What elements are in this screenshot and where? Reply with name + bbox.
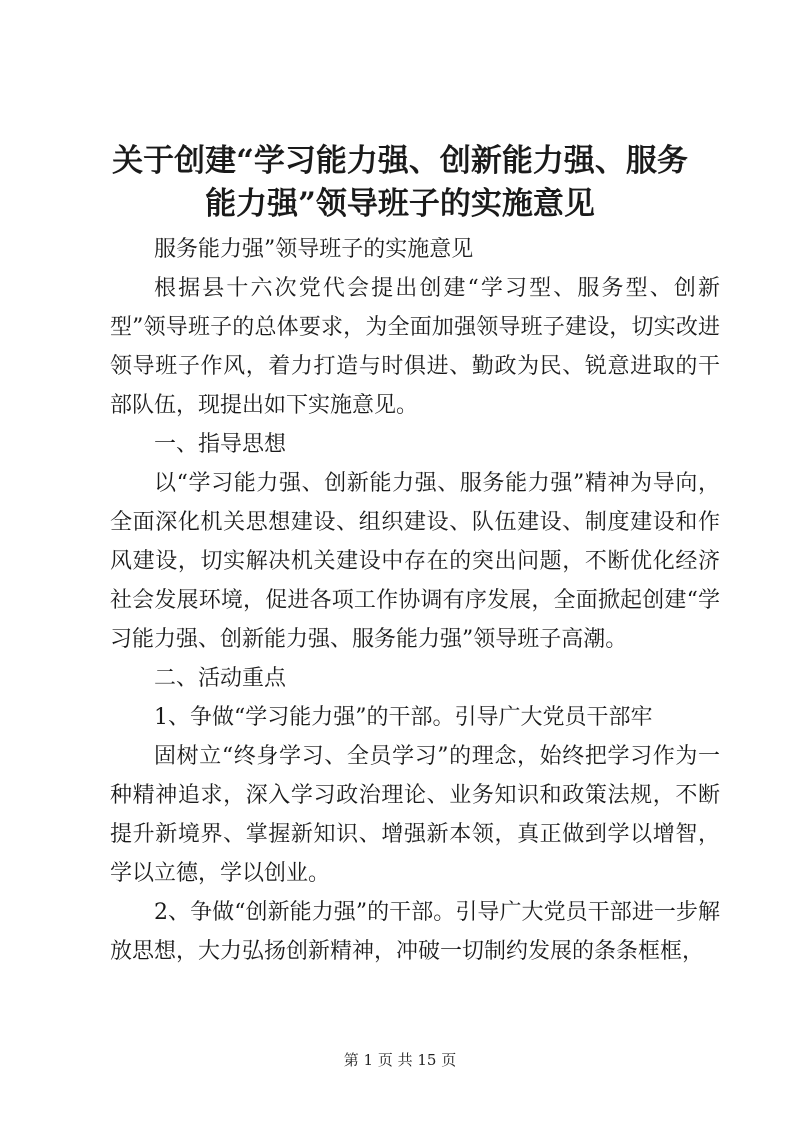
document-body (110, 230, 720, 971)
paragraph-background: 根据县十六次党代会提出创建“学习型、服务型、创新型”领导班子的总体要求，为全面加强领导班子建设，切实改进领导班子作风，着力打造与时俱进、勤政为民、锐意进取的干部队伍，现提出如下实施意见。 (110, 276, 720, 418)
heading-activity-focus: 二、活动重点 (154, 666, 287, 691)
page-number-footer: 第 1 页 共 15 页 (343, 1051, 457, 1069)
paragraph-item-1: 1、争做“学习能力强”的干部。引导广大党员干部牢 (154, 705, 653, 730)
document-title: 关于创建“学习能力强、创新能力强、服务能力强”领导班子的实施意见 (112, 143, 688, 222)
paragraph-item-2: 2、争做“创新能力强”的干部。引导广大党员干部进一步解放思想，大力弘扬创新精神，冲破一切制约发展的条条框框， (110, 900, 720, 964)
paragraph-guiding-thought: 以“学习能力强、创新能力强、服务能力强”精神为导向，全面深化机关思想建设、组织建设、队伍建设、制度建设和作风建设，切实解决机关建设中存在的突出问题，不断优化经济社会发展环境，促进各项工作协调有序发展，全面掀起创建“学习能力强、创新能力强、服务能力强”领导班子高潮。 (110, 471, 720, 652)
paragraph-item-1-detail: 固树立“终身学习、全员学习”的理念，始终把学习作为一种精神追求，深入学习政治理论、业务知识和政策法规，不断提升新境界、掌握新知识、增强新本领，真正做到学以增智，学以立德，学以创业。 (110, 744, 720, 886)
paragraph-intro-fragment: 服务能力强”领导班子的实施意见 (154, 237, 474, 262)
heading-guiding-thought: 一、指导思想 (154, 432, 287, 457)
